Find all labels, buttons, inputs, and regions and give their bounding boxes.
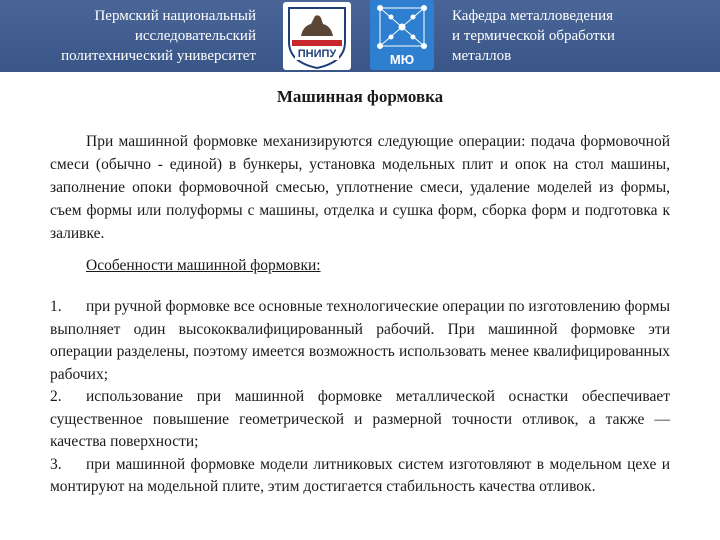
list-item-number: 2. [50,388,62,405]
list-item-number: 1. [50,298,62,315]
pnipu-logo [283,2,351,70]
features-list [50,296,670,499]
intro-paragraph: При машинной формовке механизируются следующие операции: подача формовочной смеси (обычно - единой) в бункеры, установка модельных плит и опок на стол машины, заполнение опоки формовочной смесью, уплотнение смеси, удаление моделей из формы, съем формы или полуформы с машины, отделка и сушка форм, сборка форм и подготовка к заливке. [50,133,670,242]
pnipu-shield-icon [283,2,351,70]
list-item [50,454,670,499]
pnipu-logo-text: ПНИПУ [297,48,337,60]
mio-logo-text: МЮ [389,52,415,67]
department-name [452,6,712,66]
mio-crystal-icon [370,0,434,70]
list-item-number: 3. [50,455,62,473]
list-item [50,386,670,454]
list-item-text: при машинной формовке модели литниковых систем изготовляют в модельном цехе и монтируют на модельной плите, этим достигается стабильность качества отливок. [50,455,670,495]
university-name-line: политехнический университет [61,48,256,64]
university-name-line: Пермский национальный [94,8,256,24]
features-subheading: Особенности машинной формовки: [86,257,321,274]
list-item-text: при ручной формовке все основные технологические операции по изготовлению формы выполняет один высококвалифицированный рабочий. При машинной формовке эти операции разделены, поэтому имеется возможность использовать менее квалифицированных рабочих; [50,298,670,383]
department-name-line: и термической обработки [452,28,615,44]
list-item [50,296,670,386]
university-name [0,6,256,66]
header-band [0,0,720,72]
mio-logo [370,0,434,70]
department-name-line: металлов [452,48,512,64]
page-title: Машинная формовка [276,87,444,106]
department-name-line: Кафедра металловедения [452,8,614,24]
list-item-text: использование при машинной формовке металлической оснастки обеспечивает существенное повышение геометрической и размерной точности отливок, а также — качества поверхности; [50,388,670,450]
university-name-line: исследовательский [134,28,256,44]
